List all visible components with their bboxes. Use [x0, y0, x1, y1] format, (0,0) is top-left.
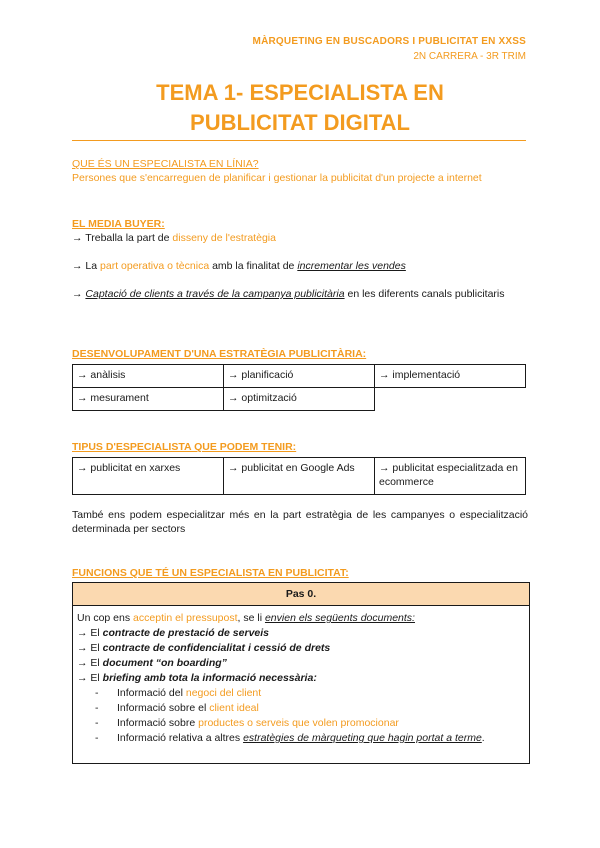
table-cell: → publicitat especialitzada en ecommerce	[375, 458, 526, 495]
table-cell: → mesurament	[73, 388, 224, 411]
funcions-box-body	[73, 606, 529, 751]
table-cell-empty	[375, 388, 526, 411]
table-cell: → implementació	[375, 365, 526, 388]
title-line-2: PUBLICITAT DIGITAL	[190, 110, 410, 135]
media-buyer-point-3: → Captació de clients a través de la campanya publicitària en les diferents canals publicitaris	[72, 288, 505, 300]
sub-list-item: - Informació relativa a altres estratègies de màrqueting que hagin portat a terme.	[95, 732, 485, 744]
funcions-box	[72, 582, 530, 764]
media-buyer-section	[72, 217, 528, 301]
course-term: 2N CARRERA - 3R TRIM	[413, 51, 526, 62]
funcions-heading: FUNCIONS QUE TÉ UN ESPECIALISTA EN PUBLICITAT:	[72, 567, 349, 579]
funcions-heading-wrap	[72, 566, 528, 580]
course-name: MÀRQUETING EN BUSCADORS I PUBLICITAT EN XXSS	[252, 36, 526, 47]
funcions-box-title: Pas 0.	[73, 583, 529, 606]
funcions-intro: Un cop ens acceptin el pressupost, se li envien els següents documents:	[77, 612, 415, 624]
title-line-1: TEMA 1- ESPECIALISTA EN	[156, 80, 444, 105]
list-item: → El briefing amb tota la informació necessària:	[77, 672, 317, 684]
sub-list-item: - Informació del negoci del client	[95, 687, 262, 699]
media-buyer-point-2: → La part operativa o tècnica amb la finalitat de incrementar les vendes	[72, 260, 406, 272]
table-cell: → publicitat en xarxes	[73, 458, 224, 495]
table-cell: → optimització	[224, 388, 375, 411]
title-divider	[72, 140, 526, 141]
list-item: → El document “on boarding”	[77, 657, 227, 669]
question-answer: Persones que s'encarreguen de planificar i gestionar la publicitat d'un projecte a internet	[72, 172, 482, 184]
tipus-table	[72, 457, 526, 495]
list-item: → El contracte de confidencialitat i cessió de drets	[77, 642, 331, 654]
question-section	[72, 157, 528, 185]
tipus-heading: TIPUS D'ESPECIALISTA QUE PODEM TENIR:	[72, 441, 297, 453]
table-cell: → publicitat en Google Ads	[224, 458, 375, 495]
media-buyer-point-1: → Treballa la part de disseny de l'estratègia	[72, 232, 276, 244]
table-cell: → planificació	[224, 365, 375, 388]
media-buyer-heading: EL MEDIA BUYER:	[72, 218, 165, 230]
table-cell: → anàlisis	[73, 365, 224, 388]
page-title	[0, 78, 600, 138]
tipus-note: També ens podem especialitzar més en la part estratègia de les campanyes o especialització determinada per sectors	[72, 509, 528, 535]
sub-list-item: - Informació sobre productes o serveis que volen promocionar	[95, 717, 399, 729]
desenvolupament-heading: DESENVOLUPAMENT D'UNA ESTRATÈGIA PUBLICITÀRIA:	[72, 348, 367, 360]
tipus-heading-wrap	[72, 440, 528, 454]
question-heading: QUE ÉS UN ESPECIALISTA EN LÍNIA?	[72, 158, 259, 170]
sub-list-item: - Informació sobre el client ideal	[95, 702, 259, 714]
desenvolupament-heading-wrap	[72, 347, 528, 361]
list-item: → El contracte de prestació de serveis	[77, 627, 270, 639]
document-header	[253, 34, 526, 64]
desenvolupament-table	[72, 364, 526, 411]
